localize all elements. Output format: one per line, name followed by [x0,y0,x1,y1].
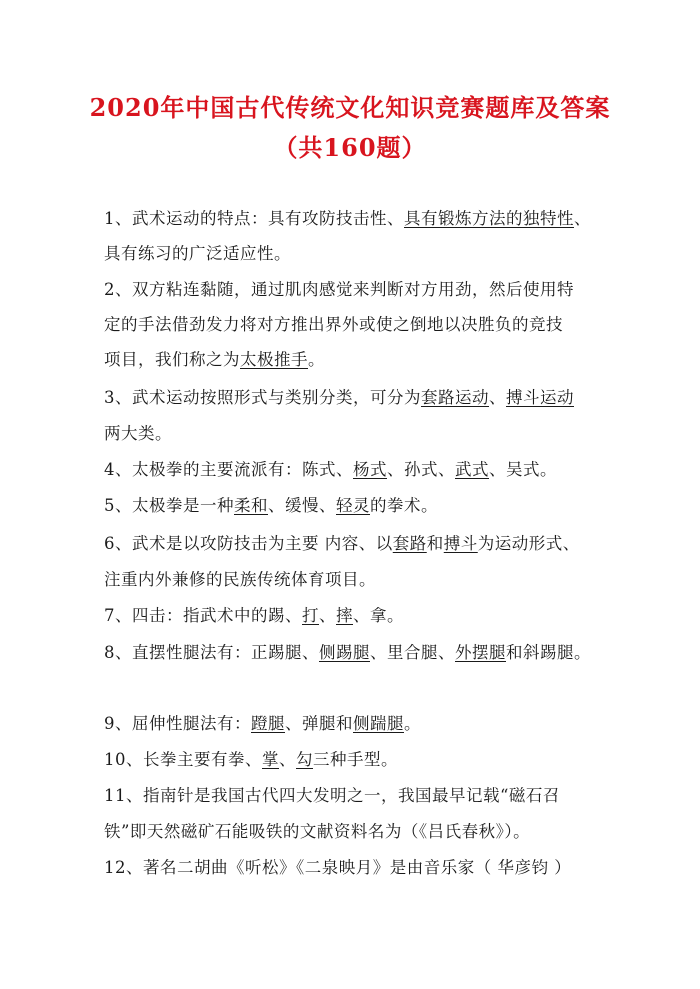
question-text: 7、四击：指武术中的踢、 [104,606,302,625]
question-text: 。 [308,350,325,369]
answer-text: 打 [302,606,319,625]
answer-text: 掌 [262,750,279,769]
answer-text: 太极推手 [240,350,308,369]
question-text: 、孙式、 [387,460,455,479]
answer-text: 侧踢腿 [319,643,370,662]
question-10-line-1 [104,746,398,770]
question-text: 、缓慢、 [268,496,336,515]
document-title: 2020年中国古代传统文化知识竞赛题库及答案 [89,93,611,122]
question-2-line-3 [104,346,325,370]
question-2-line-1: 2、双方粘连黏随，通过肌肉感觉来判断对方用劲，然后使用特 [104,280,574,299]
question-1-line-2: 具有练习的广泛适应性。 [104,244,291,263]
answer-text: 搏斗 [443,534,478,553]
question-1-line-1 [104,205,591,229]
question-6-line-1 [104,530,580,554]
question-8-line-1 [104,639,591,663]
question-text: 、弹腿和 [285,714,353,733]
question-6-line-2: 注重内外兼修的民族传统体育项目。 [104,570,376,589]
question-3-line-1 [104,384,574,408]
answer-text: 轻灵 [336,496,370,515]
question-12-line-1: 12、著名二胡曲《听松》《二泉映月》是由音乐家（ 华彦钧 ） [104,858,572,877]
question-text: 、拿。 [353,606,404,625]
question-2-line-2: 定的手法借劲发力将对方推出界外或使之倒地以决胜负的竞技 [104,315,563,334]
question-text: 、吴式。 [489,460,557,479]
answer-text: 侧踹腿 [353,714,404,733]
question-text: 、 [574,209,591,228]
answer-text: 勾 [296,750,313,769]
question-text: 6、武术是以攻防技击为主要 内容、以 [104,534,393,553]
question-11-line-2: 铁”即天然磁矿石能吸铁的文献资料名为（《吕氏春秋》）。 [104,822,531,841]
document-subtitle: （共160题） [273,133,427,162]
answer-text: 摔 [336,606,353,625]
question-9-line-1 [104,710,421,734]
question-7-line-1 [104,602,404,626]
question-text: 为运动形式、 [477,534,580,553]
question-text: 、 [489,388,506,407]
question-text: 3、武术运动按照形式与类别分类，可分为 [104,388,421,407]
question-text: 、里合腿、 [370,643,455,662]
question-text: 5、太极拳是一种 [104,496,234,515]
question-text: 1、武术运动的特点：具有攻防技击性、 [104,209,404,228]
answer-text: 蹬腿 [251,714,285,733]
answer-text: 杨式 [353,460,387,479]
question-text: 三种手型。 [313,750,398,769]
question-5-line-1 [104,492,438,516]
question-3-line-2: 两大类。 [104,424,172,443]
question-11-line-1: 11、指南针是我国古代四大发明之一，我国最早记载“磁石召 [104,786,560,805]
question-text: 和 [426,534,444,553]
answer-text: 具有锻炼方法的独特性 [404,209,574,228]
question-text: 。 [404,714,421,733]
question-text: 、 [279,750,296,769]
question-text: 9、屈伸性腿法有： [104,714,251,733]
answer-text: 搏斗运动 [506,388,574,407]
question-text: 、 [319,606,336,625]
answer-text: 柔和 [234,496,268,515]
question-4-line-1 [104,456,557,480]
answer-text: 外摆腿 [455,643,506,662]
answer-text: 套路 [392,534,427,553]
question-text: 4、太极拳的主要流派有：陈式、 [104,460,353,479]
question-text: 10、长拳主要有拳、 [104,750,262,769]
question-text: 8、直摆性腿法有：正踢腿、 [104,643,319,662]
question-text: 的拳术。 [370,496,438,515]
question-text: 和斜踢腿。 [506,643,591,662]
answer-text: 套路运动 [421,388,489,407]
question-text: 项目，我们称之为 [104,350,240,369]
answer-text: 武式 [455,460,489,479]
